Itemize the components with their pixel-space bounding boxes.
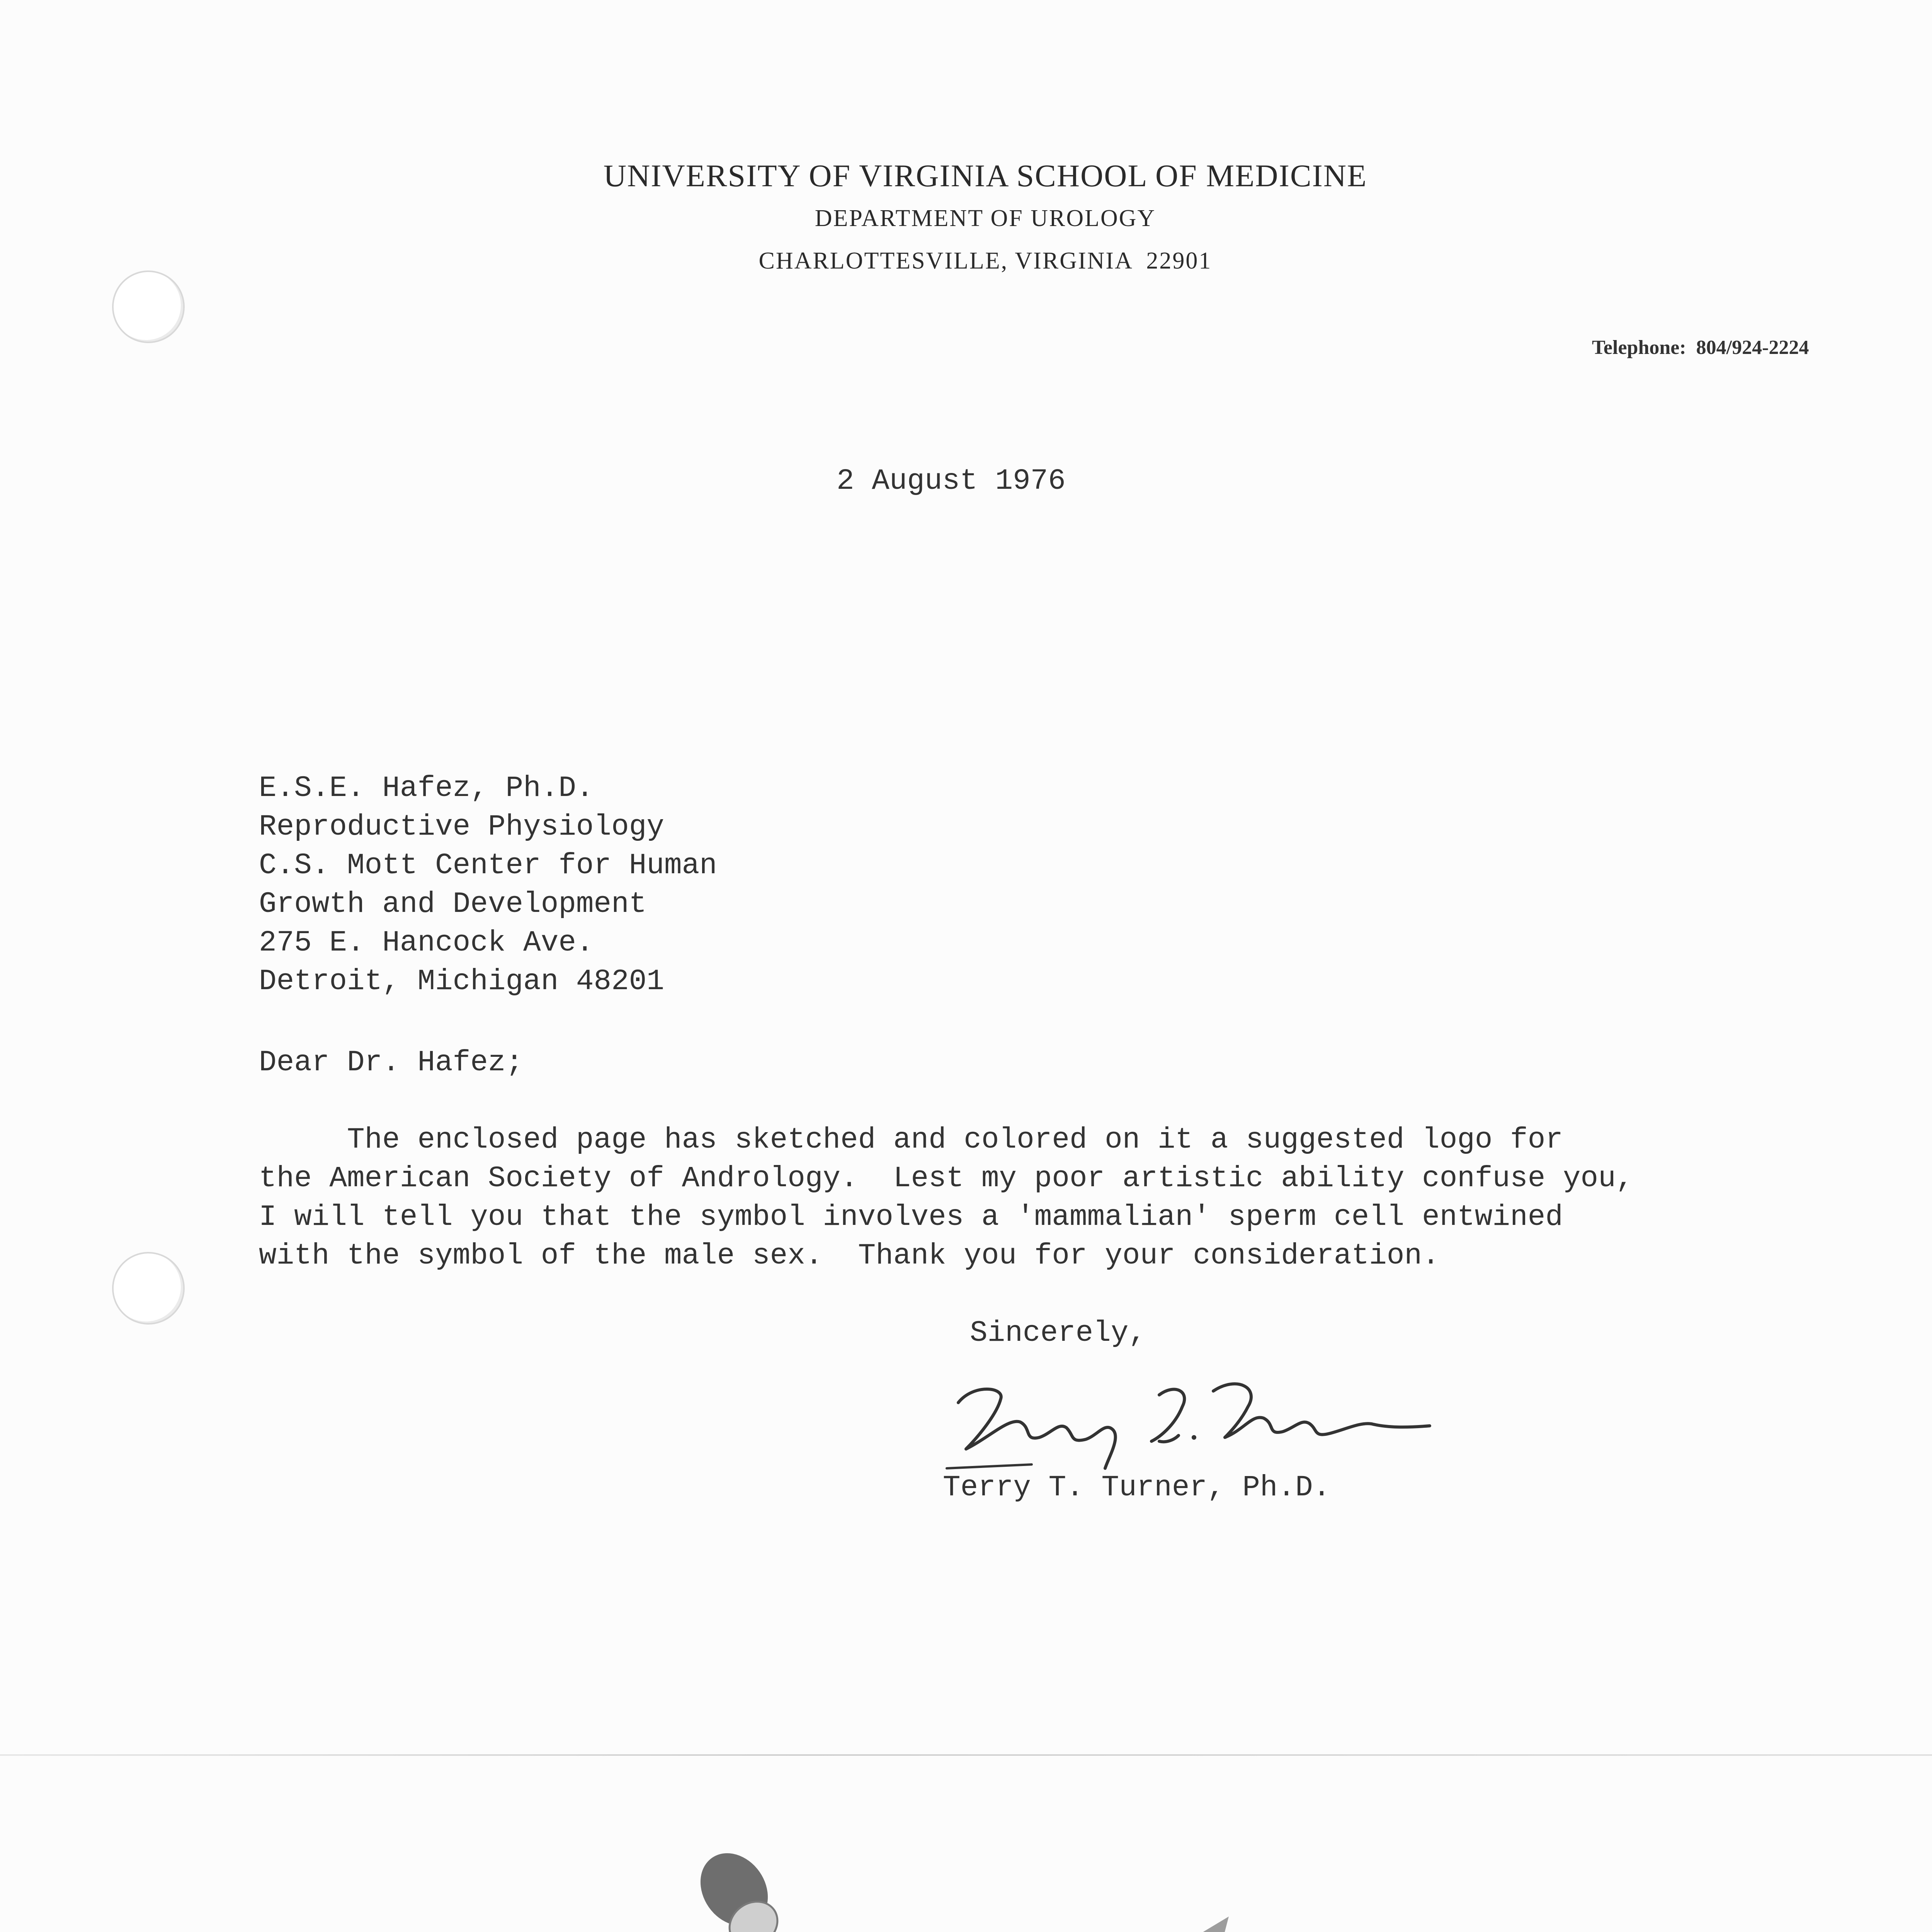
binder-hole-middle: [112, 1252, 185, 1325]
body-line: the American Society of Andrology. Lest my poor artistic ability confuse you,: [259, 1162, 1634, 1195]
body-line: with the symbol of the male sex. Thank you for your consideration.: [259, 1239, 1440, 1272]
salutation: Dear Dr. Hafez;: [259, 1046, 524, 1079]
letterhead-telephone: Telephone: 804/924-2224: [1592, 337, 1809, 359]
address-line: Growth and Development: [259, 888, 647, 921]
body-line: I will tell you that the symbol involves a 'mammalian' sperm cell entwined: [259, 1201, 1563, 1234]
closing: Sincerely,: [970, 1316, 1146, 1350]
signer-name: Terry T. Turner, Ph.D.: [943, 1471, 1331, 1504]
fold-line: [0, 1754, 1932, 1756]
address-line: C.S. Mott Center for Human: [259, 849, 717, 882]
address-line: 275 E. Hancock Ave.: [259, 926, 594, 959]
andrology-logo-sketch: [676, 1847, 1256, 1932]
letterhead: [502, 155, 1468, 282]
address-line: Reproductive Physiology: [259, 810, 664, 844]
letter-date: 2 August 1976: [837, 464, 1066, 498]
address-line: E.S.E. Hafez, Ph.D.: [259, 772, 594, 805]
letterhead-institution: UNIVERSITY OF VIRGINIA SCHOOL OF MEDICINE: [603, 158, 1367, 193]
address-line: Detroit, Michigan 48201: [259, 965, 664, 998]
letterhead-department: DEPARTMENT OF UROLOGY: [815, 205, 1156, 231]
binder-hole-top: [112, 270, 185, 343]
handwritten-signature: [943, 1360, 1445, 1476]
recipient-address: [259, 769, 717, 1001]
body-line: The enclosed page has sketched and colored on it a suggested logo for: [259, 1123, 1563, 1156]
letterhead-city: CHARLOTTESVILLE, VIRGINIA 22901: [759, 248, 1212, 274]
letter-body: [259, 1121, 1804, 1275]
male-symbol-arrow-head: [1132, 1917, 1229, 1932]
